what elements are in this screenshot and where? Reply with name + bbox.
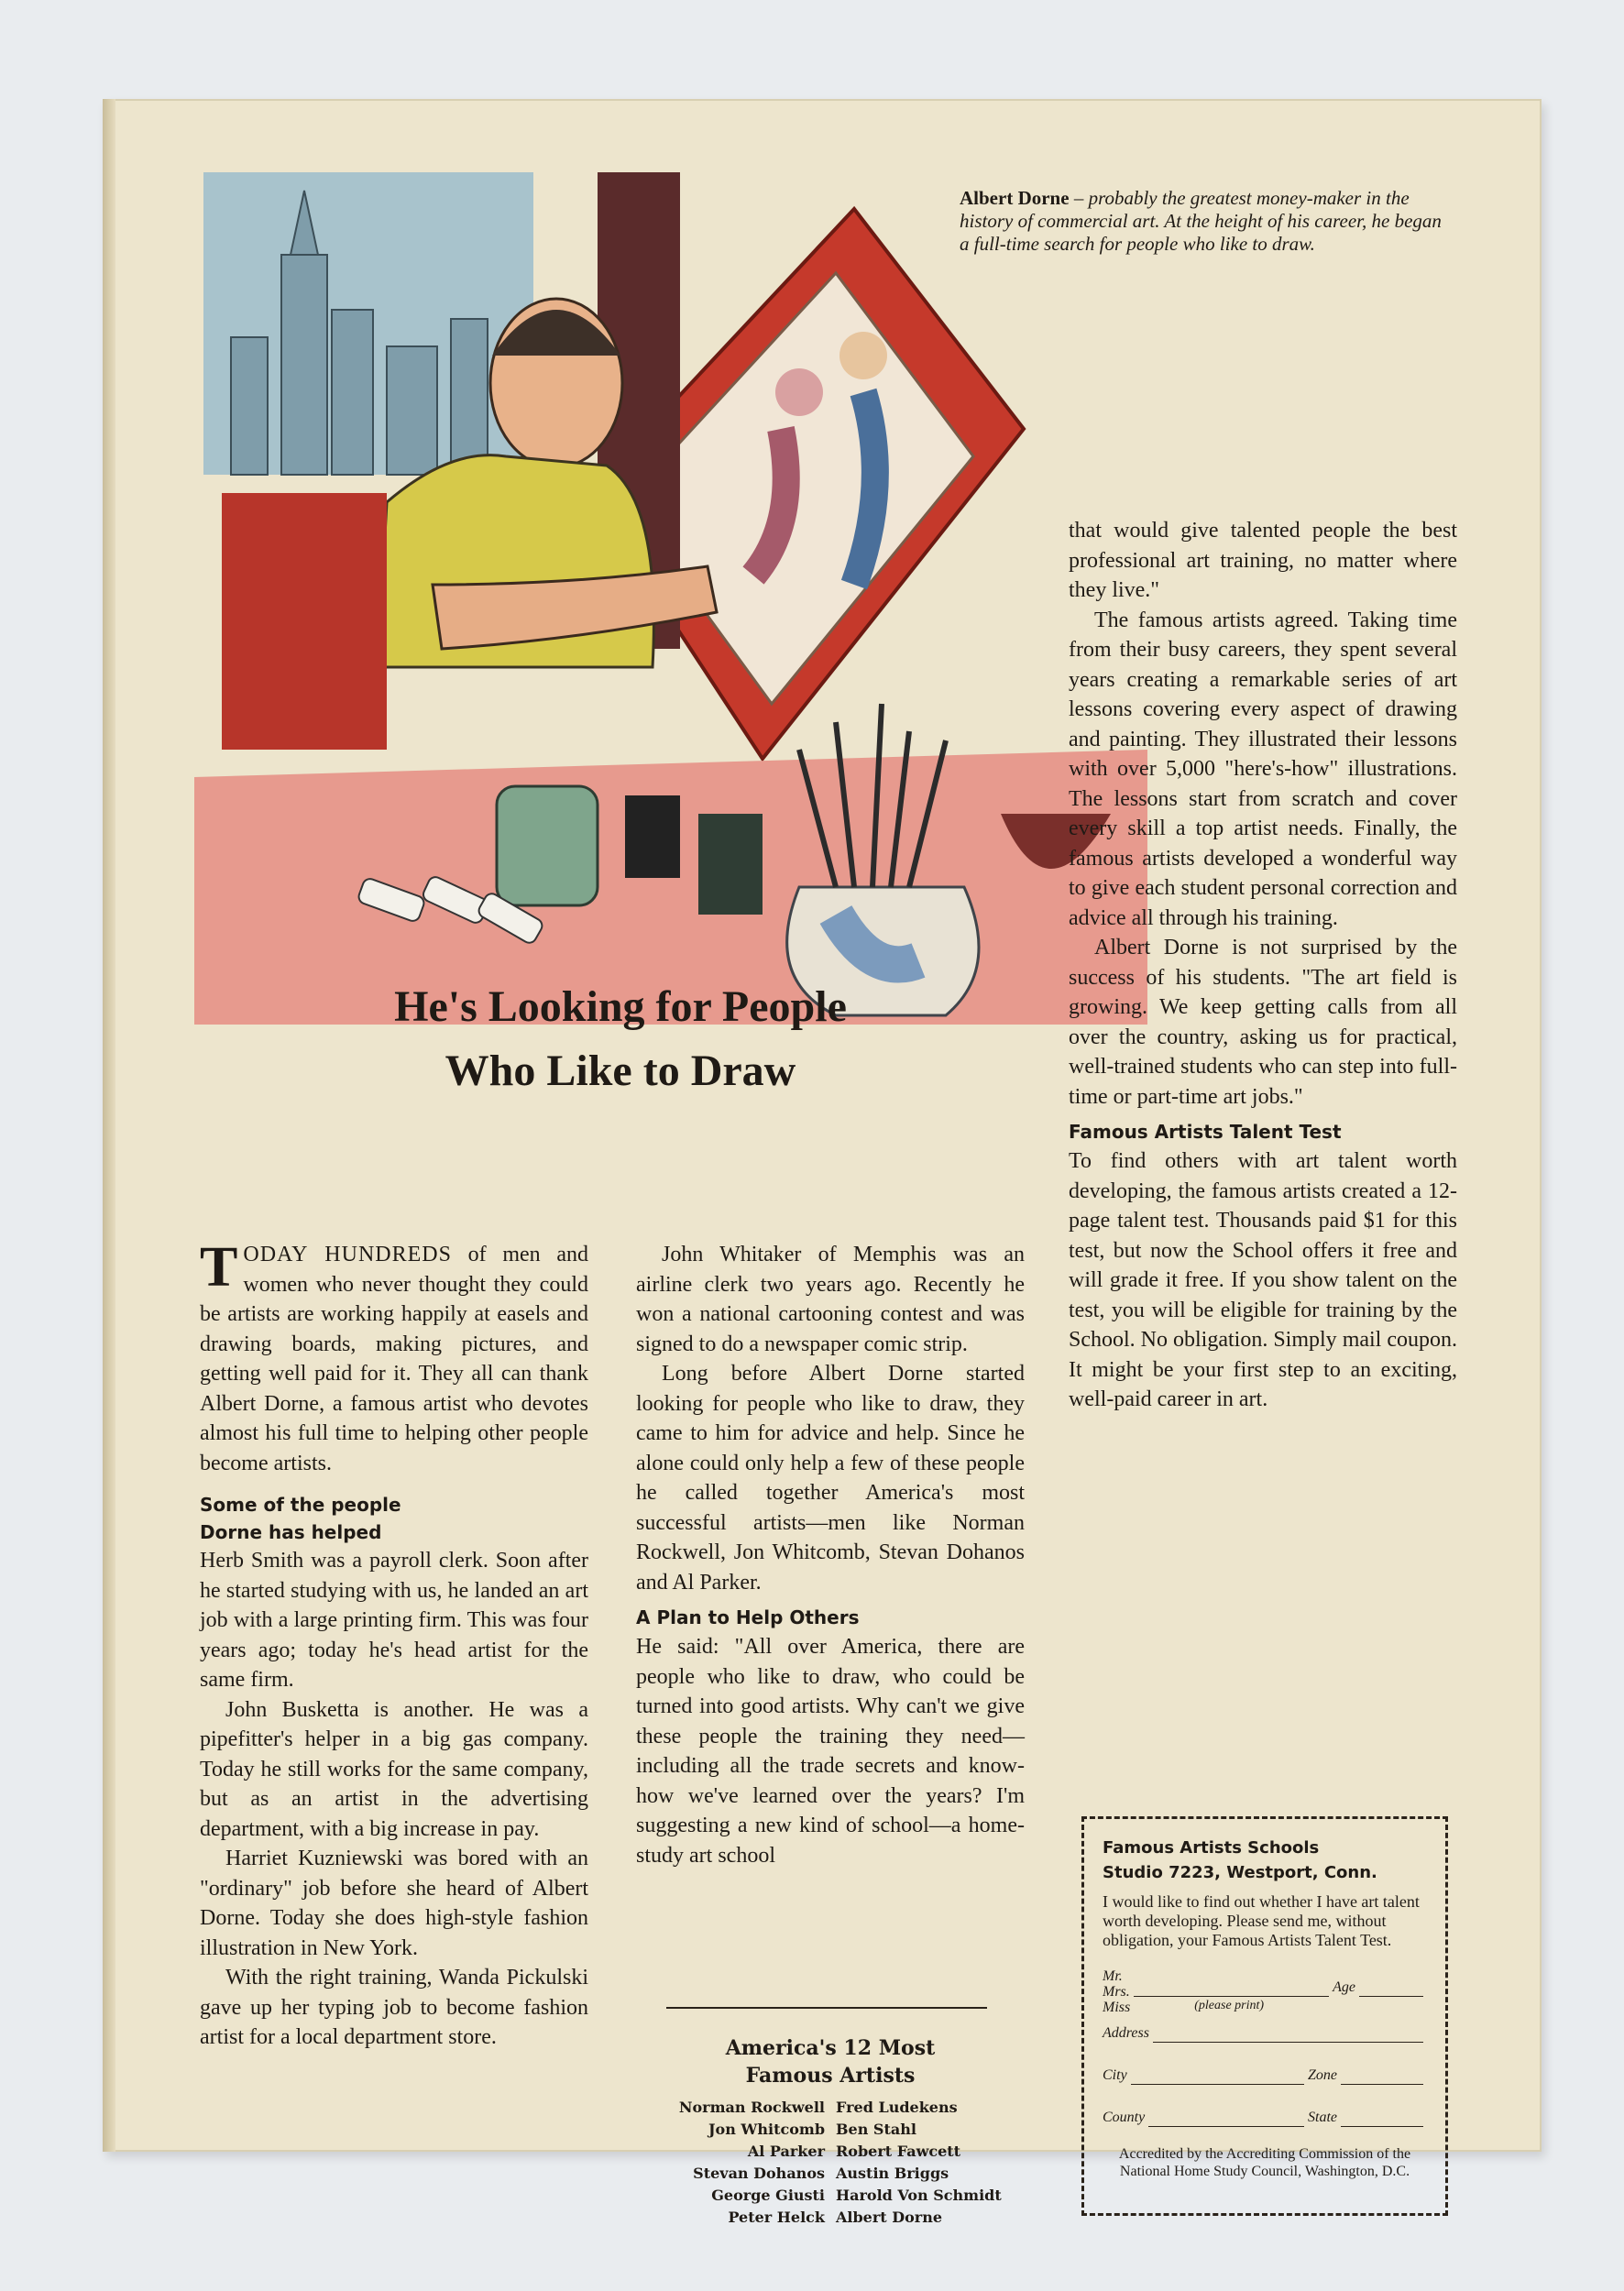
county-line[interactable] [1148, 2113, 1304, 2127]
paragraph-not-surprised: Albert Dorne is not surprised by the success of his students. "The art field is growing. We keep getting calls from all over the country, asking us for practical, well-trained students who can step into full-time or part-time art jobs." [1069, 936, 1457, 1109]
artist-name: Jon Whitcomb [708, 2121, 825, 2138]
column-3 [1069, 516, 1457, 1415]
title-options [1103, 1968, 1130, 2015]
name-line[interactable] [1134, 1983, 1329, 1997]
intro-smallcaps: ODAY HUNDREDS [243, 1243, 452, 1266]
please-print-note: (please print) [1194, 1999, 1265, 2012]
state-label: State [1308, 2110, 1337, 2125]
famous-title-line-1: America's 12 Most [725, 2036, 936, 2060]
artist-name: Stevan Dohanos [693, 2165, 825, 2182]
artist-name: Peter Helck [728, 2209, 825, 2226]
headline-line-2: Who Like to Draw [444, 1047, 796, 1095]
subhead-talent-test: Famous Artists Talent Test [1069, 1121, 1342, 1143]
coupon-body: I would like to find out whether I have art talent worth developing. Please send me, without obligation, your Famous Artists Talent Test. [1103, 1892, 1420, 1949]
column-1 [200, 1236, 588, 2053]
artist-name: Robert Fawcett [836, 2143, 961, 2160]
caption-name: Albert Dorne [960, 187, 1070, 209]
artist-name: Al Parker [747, 2143, 825, 2160]
address-line[interactable] [1153, 2029, 1423, 2043]
red-chair [222, 493, 387, 750]
artist-name: Harold Von Schmidt [836, 2187, 1002, 2204]
artist-name: Austin Briggs [836, 2165, 949, 2182]
intro-paragraph [200, 1236, 588, 1478]
address-field[interactable] [1103, 2024, 1427, 2043]
title-mrs: Mrs. [1103, 1984, 1130, 2000]
city-line[interactable] [1131, 2071, 1304, 2085]
divider-rule [666, 2007, 987, 2009]
artist-name: Fred Ludekens [836, 2099, 958, 2116]
coupon-studio: Studio 7223, Westport, Conn. [1103, 1863, 1377, 1882]
page-spine [103, 99, 115, 2152]
paragraph-wanda: With the right training, Wanda Pickulski gave up her typing job to become fashion artist for a local department store. [200, 1966, 588, 2049]
coupon-school: Famous Artists Schools [1103, 1838, 1320, 1858]
zone-line[interactable] [1341, 2071, 1423, 2085]
city-label: City [1103, 2067, 1127, 2083]
subhead-plan: A Plan to Help Others [636, 1606, 860, 1628]
zone-label: Zone [1308, 2067, 1337, 2083]
photo-caption [960, 187, 1454, 256]
famous-artists-list [636, 2097, 1025, 2229]
name-field-row [1103, 1968, 1427, 2015]
county-label: County [1103, 2110, 1146, 2125]
headline [222, 975, 1019, 1103]
famous-artists-title [636, 2034, 1025, 2089]
paragraph-john-whitaker: John Whitaker of Memphis was an airline clerk two years ago. Recently he won a national cartooning contest and was signed to do a newspaper comic strip. [636, 1243, 1025, 1356]
drop-cap: T [200, 1236, 238, 1299]
county-state-field[interactable] [1103, 2109, 1427, 2127]
artist-illustration [194, 154, 1147, 1025]
headline-line-1: He's Looking for People [394, 982, 847, 1031]
paragraph-talent-test: To find others with art talent worth developing, the famous artists created a 12-page talent test. Thousands paid $1 for this test, but now the School offers it free and will grade it free. If you show talent on the test, you will be eligible for training by the School. No obligation. Simply mail coupon. It might be your first step to an exciting, well-paid career in art. [1069, 1149, 1457, 1411]
paragraph-continued: that would give talented people the best professional art training, no matter where they live." [1069, 519, 1457, 602]
paragraph-harriet: Harriet Kuzniewski was bored with an "ordinary" job before she heard of Albert Dorne. Today she does high-style fashion illustration in New York. [200, 1847, 588, 1960]
paragraph-john-busketta: John Busketta is another. He was a pipefitter's helper in a big gas company. Today he still works for the same company, but as an artist in the advertising department, with a big increase in pay. [200, 1697, 588, 1841]
magazine-page [103, 99, 1542, 2226]
state-line[interactable] [1341, 2113, 1423, 2127]
artist-name: Albert Dorne [836, 2209, 943, 2226]
artist-name: George Giusti [711, 2187, 825, 2204]
address-label: Address [1103, 2025, 1149, 2041]
age-line[interactable] [1359, 1983, 1423, 1997]
famous-title-line-2: Famous Artists [745, 2064, 916, 2088]
paragraph-artists-agreed: The famous artists agreed. Taking time from their busy careers, they spent several years creating a remarkable series of art lessons covering every aspect of drawing and painting. They illustrated their lessons with over 5,000 "here's-how" illustrations. The lessons start from scratch and cover every skill a top artist needs. Finally, the famous artists developed a wonderful way to give each student personal correction and advice all through his training. [1069, 608, 1457, 930]
intro-text: of men and women who never thought they could be artists are working happily at easels and drawing boards, making pictures, and getting well paid for it. They all can thank Albert Dorne, a famous artist who devotes almost his full time to helping other people become artists. [200, 1243, 588, 1475]
title-miss: Miss [1103, 2000, 1131, 2015]
caption-text: – probably the greatest money-maker in the history of commercial art. At the height of his career, he began a full-time search for people who like to draw. [960, 187, 1442, 255]
city-zone-field[interactable] [1103, 2066, 1427, 2085]
paragraph-long-before: Long before Albert Dorne started looking for people who like to draw, they came to him for advice and help. Since he alone could only help a few of these people he called together America's most successful artists—men like Norman Rockwell, Jon Whitcomb, Stevan Dohanos and Al Parker. [636, 1362, 1025, 1595]
accreditation-note: Accredited by the Accrediting Commission of the National Home Study Council, Washington, D.C. [1118, 2146, 1411, 2179]
name-field[interactable] [1130, 1979, 1427, 2015]
paragraph-herb-smith: Herb Smith was a payroll clerk. Soon after he started studying with us, he landed an art job with a large printing firm. This was four years ago; today he's head artist for the same firm. [200, 1549, 588, 1692]
title-mr: Mr. [1103, 1968, 1123, 1984]
subhead-people-2: Dorne has helped [200, 1521, 382, 1543]
paragraph-he-said: He said: "All over America, there are people who like to draw, who could be turned into good artists. Why can't we give these people the training they need—including all the trade secrets and know-how we've learned over the years? I'm suggesting a new kind of school—a home-study art school [636, 1635, 1025, 1868]
artist-name: Norman Rockwell [678, 2099, 825, 2116]
subhead-people-1: Some of the people [200, 1494, 401, 1516]
mail-coupon [1081, 1816, 1448, 2216]
artist-name: Ben Stahl [836, 2121, 916, 2138]
column-2 [636, 1240, 1025, 1870]
age-label: Age [1333, 1979, 1355, 1995]
